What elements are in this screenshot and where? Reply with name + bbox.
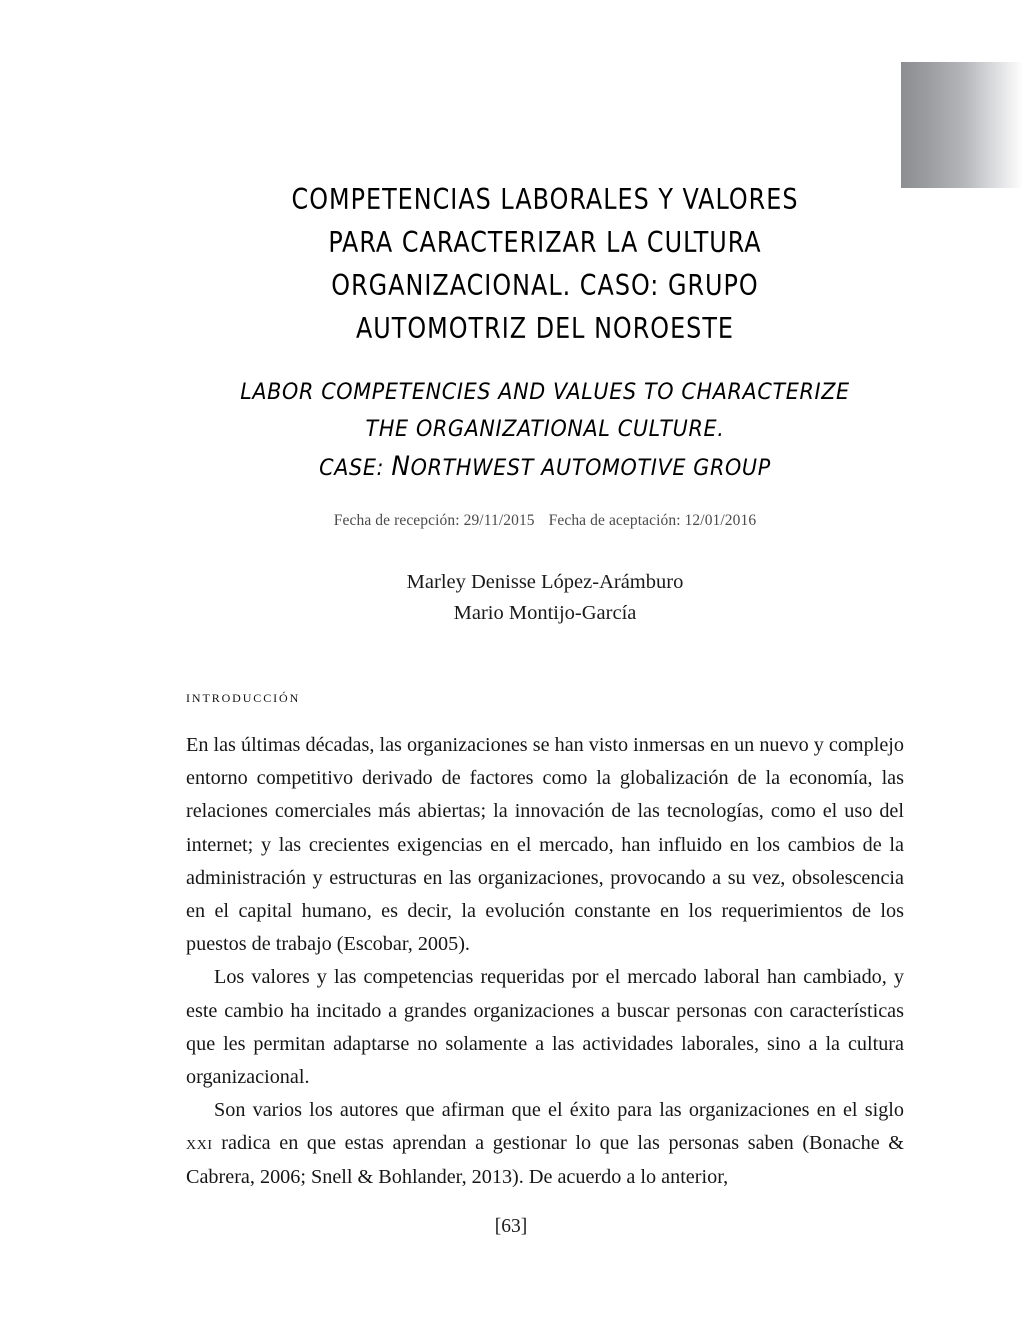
- decorative-gradient-block: [901, 62, 1022, 188]
- page-content: [186, 0, 904, 1194]
- article-title: [186, 178, 904, 350]
- paragraph-2: Los valores y las competencias requeridas por el mercado laboral han cambiado, y este cambio ha incitado a grandes organizaciones a buscar personas con características que les permitan adaptarse no solamente a las actividades laborales, sino a la cultura organizacional.: [186, 966, 904, 1089]
- title-line-3: ORGANIZACIONAL. CASO: GRUPO: [331, 269, 759, 302]
- publication-dates: [186, 512, 904, 530]
- acceptance-date: Fecha de aceptación: 12/01/2016: [548, 512, 757, 529]
- paragraph-3-century-numeral: xxi: [186, 1132, 213, 1155]
- article-subtitle-english: [186, 374, 904, 487]
- author-name: Marley Denisse López-Arámburo: [406, 571, 684, 593]
- title-line-4: AUTOMOTRIZ DEL NOROESTE: [355, 312, 735, 345]
- subtitle-case-initial: N: [391, 451, 411, 482]
- subtitle-line-3: [215, 448, 876, 487]
- author-name: Mario Montijo-García: [453, 602, 637, 624]
- paragraph-3-part-b: radica en que estas aprendan a gestionar lo que las personas saben (Bonache & Cabrera, 2006; Snell & Bohlander, 2013). De acuerdo a lo anterior,: [186, 1132, 904, 1188]
- title-line-2: PARA CARACTERIZAR LA CULTURA: [328, 226, 762, 259]
- subtitle-case-prefix: CASE:: [319, 455, 392, 481]
- subtitle-line-2: THE ORGANIZATIONAL CULTURE.: [365, 416, 725, 442]
- subtitle-case-rest: ORTHWEST AUTOMOTIVE GROUP: [410, 455, 771, 481]
- body-text: [186, 729, 904, 1194]
- title-line-1: COMPETENCIAS LABORALES Y VALORES: [291, 183, 799, 216]
- reception-date: Fecha de recepción: 29/11/2015: [333, 512, 535, 529]
- paragraph-1: En las últimas décadas, las organizaciones se han visto inmersas en un nuevo y complejo entorno competitivo derivado de factores como la globalización de la economía, las relaciones comerciales más abiertas; la innovación de las tecnologías, como el uso del internet; y las crecientes exigencias en el mercado, han influido en los cambios de la administración y estructuras en las organizaciones, provocando a su vez, obsolescencia en el capital humano, es decir, la evolución constante en los requerimientos de los puestos de trabajo (Escobar, 2005).: [186, 734, 904, 956]
- paragraph-3-part-a: Son varios los autores que afirman que el éxito para las organizaciones en el siglo: [214, 1099, 904, 1122]
- section-heading-introduccion: introducción: [186, 687, 301, 706]
- page-number: [63]: [494, 1216, 528, 1237]
- author-list: [186, 567, 904, 629]
- subtitle-line-1: LABOR COMPETENCIES AND VALUES TO CHARACTERIZE: [240, 379, 850, 405]
- paragraph-3: [186, 1094, 904, 1194]
